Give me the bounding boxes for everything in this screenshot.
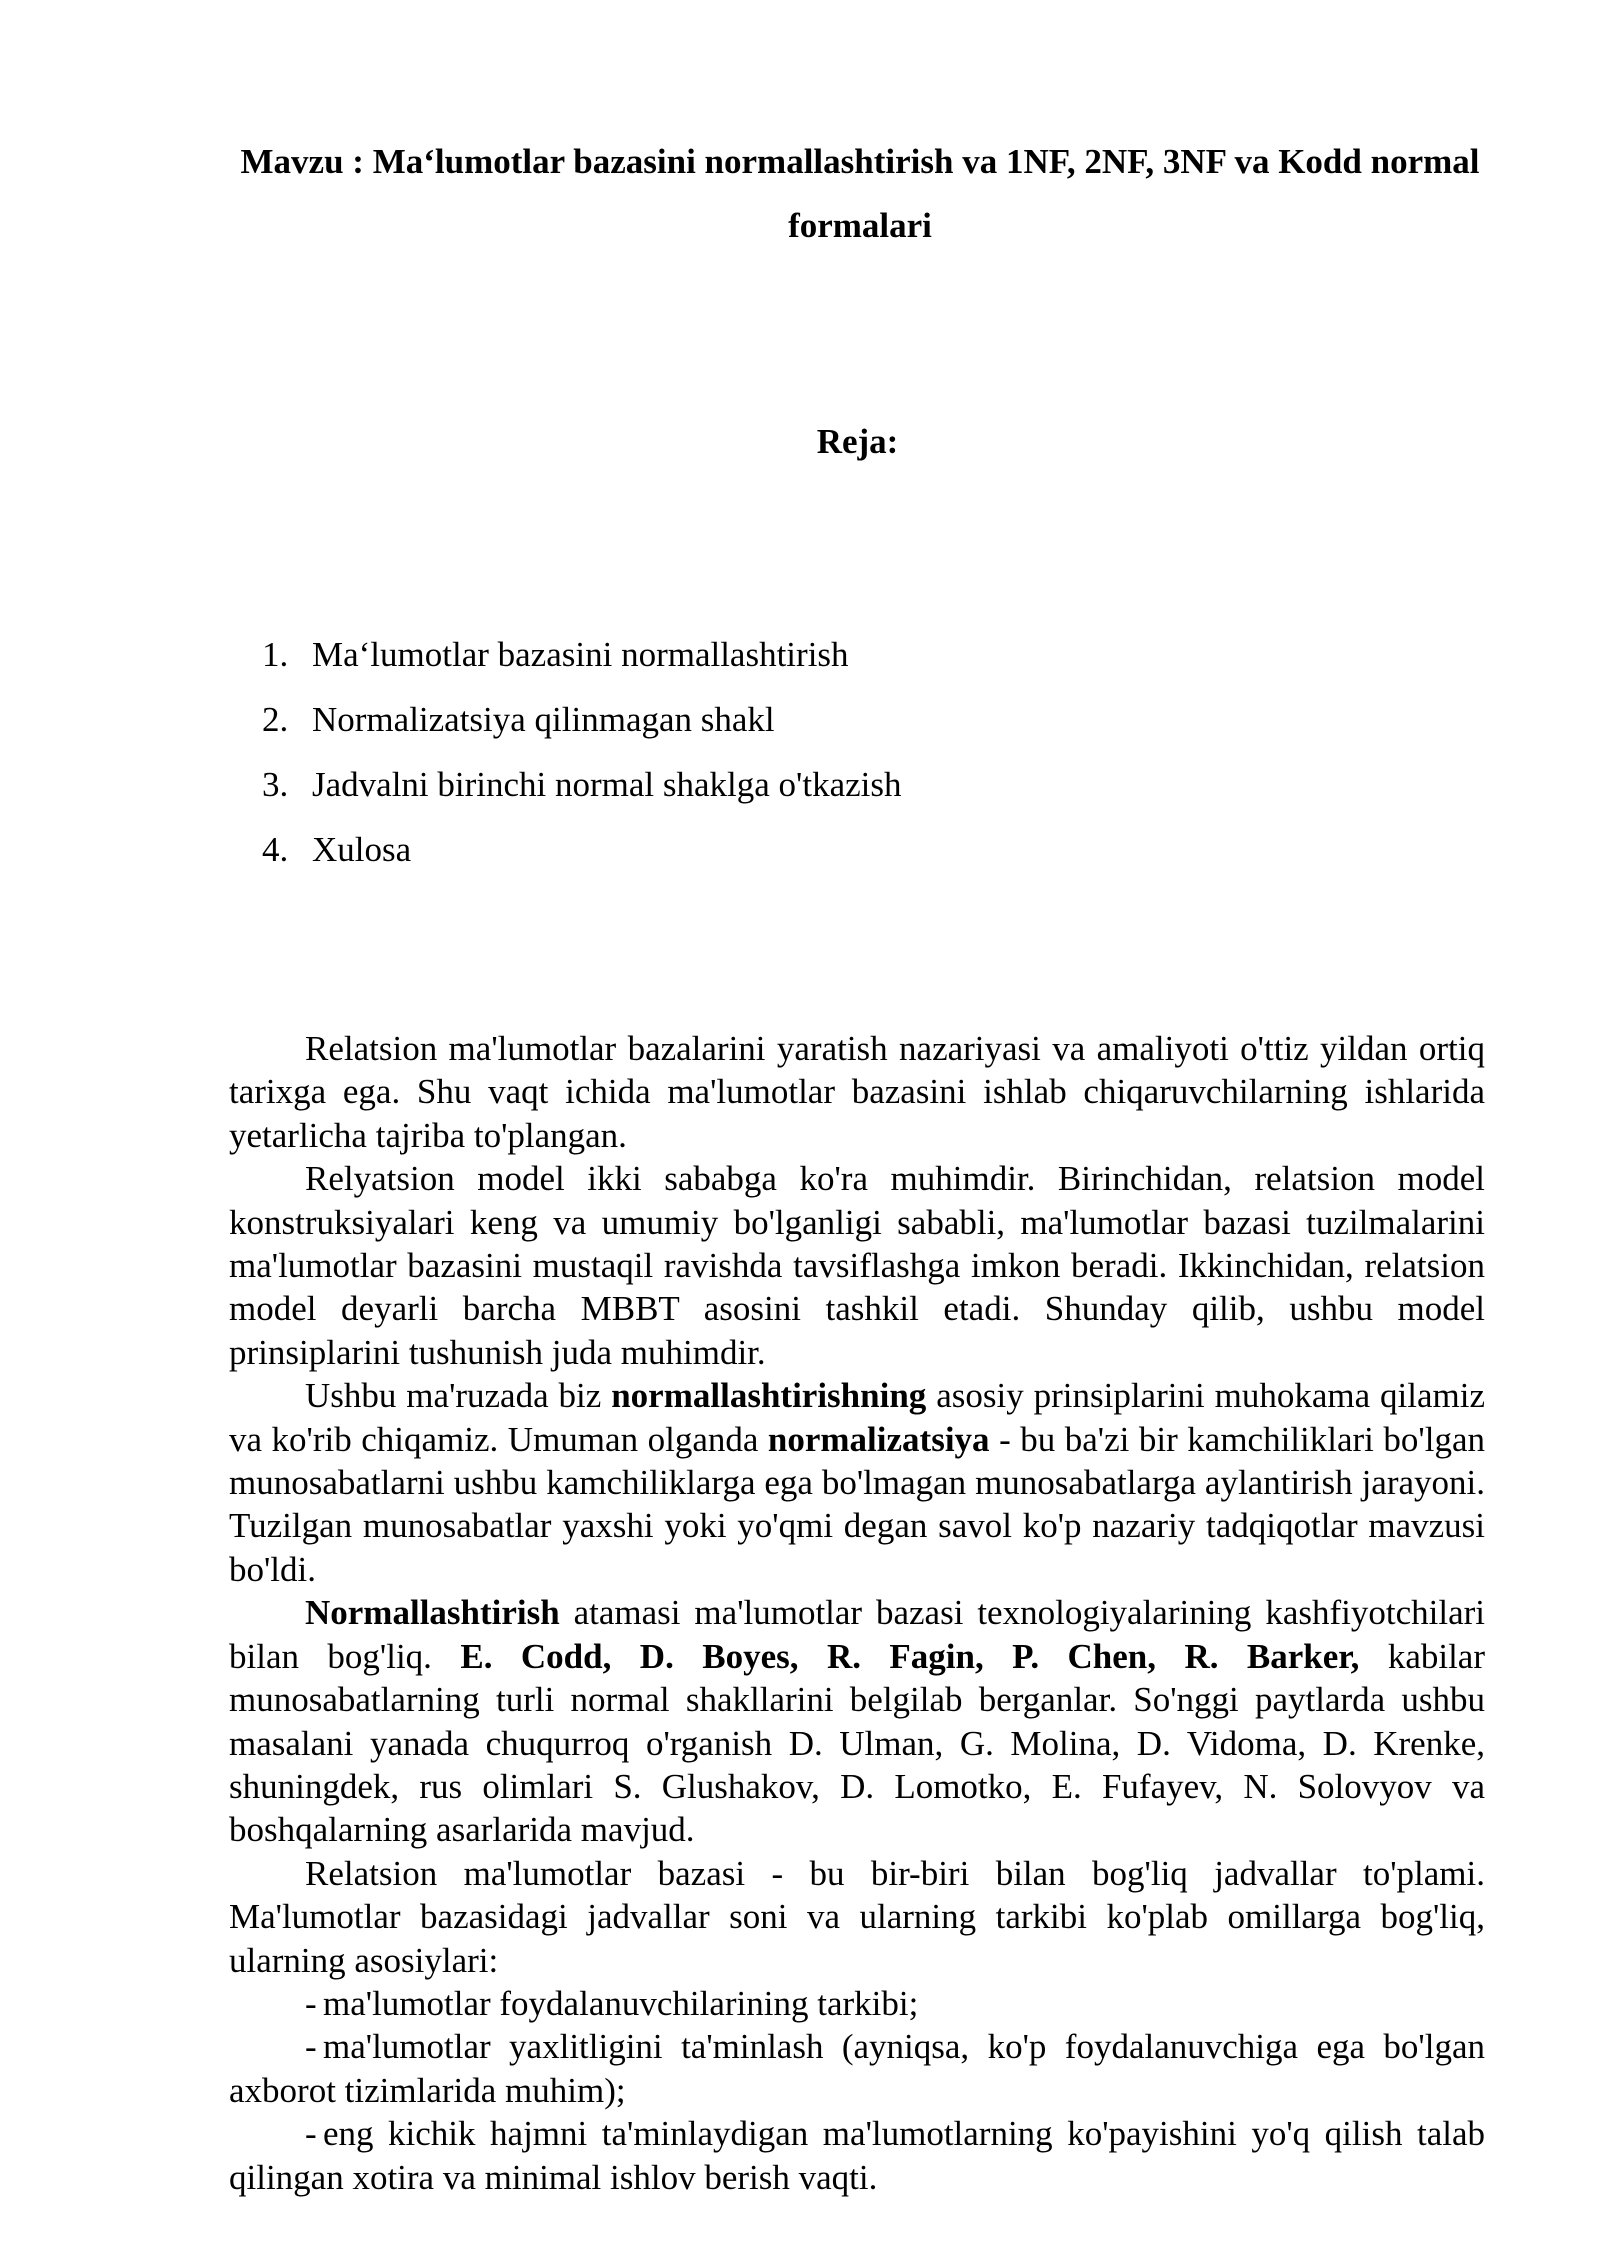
bold-term: normallashtirishning	[611, 1376, 927, 1416]
plan-item-text: Normalizatsiya qilinmagan shakl	[312, 700, 775, 739]
bullet-item	[229, 1982, 1485, 2025]
plan-item-number: 4.	[262, 830, 289, 869]
bold-authors: E. Codd, D. Boyes, R. Fagin, P. Chen, R. Barker,	[460, 1636, 1360, 1676]
paragraph-definition: Relatsion ma'lumotlar bazasi - bu bir-biri bilan bog'liq jadvallar to'plami. Ma'lumotlar bazasidagi jadvallar soni va ularning tarkibi ko'plab omillarga bog'liq, ularning asosiylari:	[229, 1853, 1485, 1980]
plan-list	[262, 630, 902, 890]
paragraph-lecture-scope	[229, 1374, 1485, 1591]
plan-heading: Reja:	[816, 422, 899, 461]
text-run: kabilar munosabatlarning turli normal shakllarini belgilab berganlar. So'nggi paytlarda ushbu masalani yanada chuqurroq o'rganish D. Ulman, G. Molina, D. Vidoma, D. Krenke, shuningdek, rus olimlari S. Glushakov, D. Lomotko, E. Fufayev, N. Solovyov va boshqalarning asarlarida mavjud.	[229, 1636, 1485, 1850]
text-run: atamasi ma'lumotlar bazasi texnologiyalarining kashfiyotchilari bilan bog'liq.	[229, 1593, 1485, 1676]
plan-item	[262, 760, 902, 825]
bullet-text: eng kichik hajmni ta'minlaydigan ma'lumotlarning ko'payishini yo'q qilish talab qilingan xotira va minimal ishlov berish vaqti.	[229, 2114, 1485, 2197]
plan-item-number: 3.	[262, 765, 289, 804]
plan-item	[262, 825, 902, 890]
text-run: - bu ba'zi bir kamchiliklari bo'lgan munosabatlarni ushbu kamchiliklarga ega bo'lmagan munosabatlarga aylantirish jarayoni. Tuzilgan munosabatlar yaxshi yoki yo'qmi degan savol ko'p nazariy tadqiqotlar mavzusi bo'ldi.	[229, 1419, 1485, 1589]
plan-item-number: 2.	[262, 700, 289, 739]
text-run: asosiy prinsiplarini muhokama qilamiz va ko'rib chiqamiz. Umuman olganda	[229, 1376, 1486, 1459]
dash-marker: -	[305, 2027, 317, 2067]
plan-item	[262, 695, 902, 760]
document-title: Mavzu : Maʻlumotlar bazasini normallashtirish va 1NF, 2NF, 3NF va Kodd normal formalari	[240, 142, 1480, 245]
dash-marker: -	[305, 1983, 317, 2023]
plan-item-text: Maʻlumotlar bazasini normallashtirish	[312, 635, 849, 674]
paragraph-intro: Relatsion ma'lumotlar bazalarini yaratish nazariyasi va amaliyoti o'ttiz yildan ortiq tarixga ega. Shu vaqt ichida ma'lumotlar bazasini ishlab chiqaruvchilarning ishlarida yetarlicha tajriba to'plangan.	[229, 1029, 1485, 1155]
plan-item-text: Xulosa	[312, 830, 412, 869]
document-body	[229, 1027, 1485, 2199]
dash-marker: -	[305, 2114, 317, 2154]
plan-item	[262, 630, 902, 695]
paragraph-history	[229, 1591, 1485, 1851]
bullet-item	[229, 2025, 1485, 2112]
bullet-text: ma'lumotlar foydalanuvchilarining tarkibi;	[323, 1983, 919, 2023]
paragraph-relational-model: Relyatsion model ikki sababga ko'ra muhimdir. Birinchidan, relatsion model konstruksiyalari keng va umumiy bo'lganligi sababli, ma'lumotlar bazasi tuzilmalarini ma'lumotlar bazasini mustaqil ravishda tavsiflashga imkon beradi. Ikkinchidan, relatsion model deyarli barcha MBBT asosini tashkil etadi. Shunday qilib, ushbu model prinsiplarini tushunish juda muhimdir.	[229, 1159, 1485, 1372]
text-run: Ushbu ma'ruzada biz	[305, 1376, 612, 1416]
bullet-item	[229, 2112, 1485, 2199]
bold-term: Normallashtirish	[305, 1593, 560, 1633]
plan-item-number: 1.	[262, 635, 289, 674]
plan-item-text: Jadvalni birinchi normal shaklga o'tkazish	[312, 765, 902, 804]
bullet-text: ma'lumotlar yaxlitligini ta'minlash (ayniqsa, ko'p foydalanuvchiga ega bo'lgan axborot tizimlarida muhim);	[229, 2027, 1485, 2110]
bold-term: normalizatsiya	[767, 1419, 990, 1459]
